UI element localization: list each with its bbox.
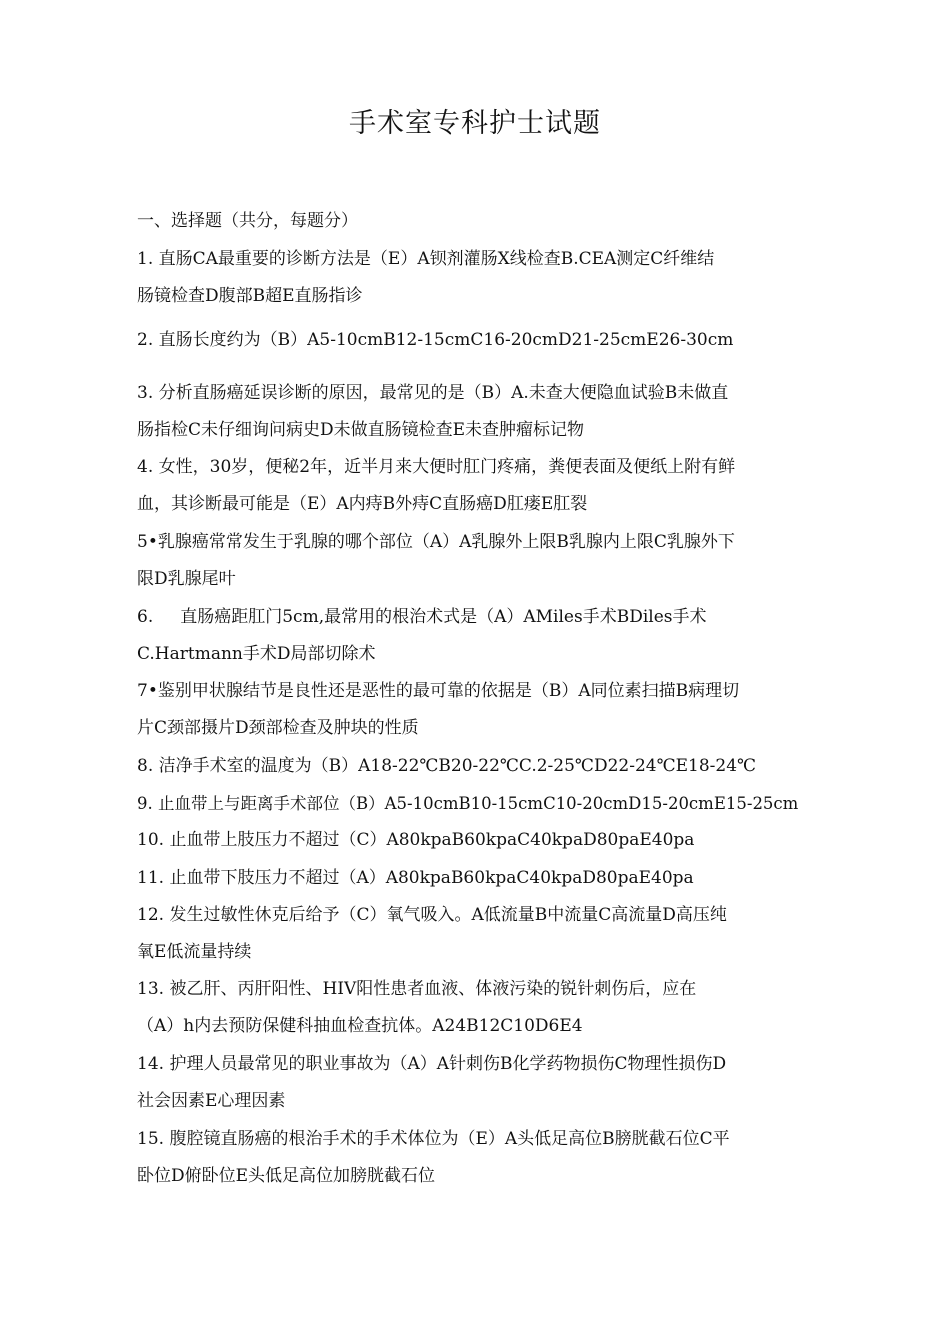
question-2: [137, 322, 817, 359]
question-11: [137, 860, 817, 897]
question-line: 限D乳腺尾叶: [137, 569, 236, 589]
question-4: [137, 449, 817, 523]
question-line: 3. 分析直肠癌延误诊断的原因，最常见的是（B）A.未查大便隐血试验B未做直: [137, 383, 729, 403]
question-1: [137, 241, 817, 315]
question-line: 社会因素E心理因素: [137, 1091, 286, 1111]
question-line: 肠镜检查D腹部B超E直肠指诊: [137, 286, 363, 306]
question-15: [137, 1121, 817, 1195]
question-7: [137, 673, 817, 747]
question-line: 10. 止血带上肢压力不超过（C）A80kpaB60kpaC40kpaD80paE40pa: [137, 830, 695, 850]
question-line: 14. 护理人员最常见的职业事故为（A）A针刺伤B化学药物损伤C物理性损伤D: [137, 1054, 727, 1074]
question-line: （A）h内去预防保健科抽血检查抗体。A24B12C10D6E4: [137, 1016, 583, 1036]
question-line: 15. 腹腔镜直肠癌的根治手术的手术体位为（E）A头低足高位B膀胱截石位C平: [137, 1129, 730, 1149]
question-13: [137, 971, 817, 1045]
question-line: 6. 直肠癌距肛门5cm,最常用的根治术式是（A）AMiles手术BDiles手术: [137, 607, 707, 627]
question-5: [137, 524, 817, 598]
question-line: 13. 被乙肝、丙肝阳性、HIV阳性患者血液、体液污染的锐针刺伤后，应在: [137, 979, 697, 999]
section-heading: 一、选择题（共分，每题分）: [137, 211, 358, 231]
question-12: [137, 897, 817, 971]
question-line: 9. 止血带上与距离手术部位（B）A5-10cmB10-15cmC10-20cmD15-20cmE15-25cm: [137, 794, 799, 813]
document-title: 手术室专科护士试题: [349, 108, 601, 139]
question-line: 11. 止血带下肢压力不超过（A）A80kpaB60kpaC40kpaD80paE40pa: [137, 868, 694, 888]
question-line: 肠指检C未仔细询问病史D未做直肠镜检查E未查肿瘤标记物: [137, 420, 585, 440]
question-9: [137, 785, 817, 822]
question-3: [137, 375, 817, 449]
question-line: 1. 直肠CA最重要的诊断方法是（E）A钡剂灌肠X线检查B.CEA测定C纤维结: [137, 249, 715, 269]
question-line: C.Hartmann手术D局部切除术: [137, 644, 376, 664]
question-line: 7•鉴别甲状腺结节是良性还是恶性的最可靠的依据是（B）A同位素扫描B病理切: [137, 681, 740, 701]
question-line: 2. 直肠长度约为（B）A5-10cmB12-15cmC16-20cmD21-25cmE26-30cm: [137, 330, 734, 350]
question-line: 氧E低流量持续: [137, 942, 252, 962]
question-14: [137, 1046, 817, 1120]
question-8: [137, 748, 817, 785]
question-6: [137, 599, 817, 673]
question-line: 5•乳腺癌常常发生于乳腺的哪个部位（A）A乳腺外上限B乳腺内上限C乳腺外下: [137, 532, 735, 552]
question-line: 血，其诊断最可能是（E）A内痔B外痔C直肠癌D肛瘘E肛裂: [137, 494, 588, 514]
question-line: 12. 发生过敏性休克后给予（C）氧气吸入。A低流量B中流量C高流量D高压纯: [137, 905, 727, 925]
question-line: 4. 女性，30岁，便秘2年，近半月来大便时肛门疼痛，粪便表面及便纸上附有鲜: [137, 457, 736, 477]
question-line: 8. 洁净手术室的温度为（B）A18-22℃B20-22℃C.2-25℃D22-24℃E18-24℃: [137, 756, 757, 776]
question-line: 片C颈部摄片D颈部检查及肿块的性质: [137, 718, 419, 738]
question-line: 卧位D俯卧位E头低足高位加膀胱截石位: [137, 1166, 436, 1186]
question-10: [137, 822, 817, 859]
